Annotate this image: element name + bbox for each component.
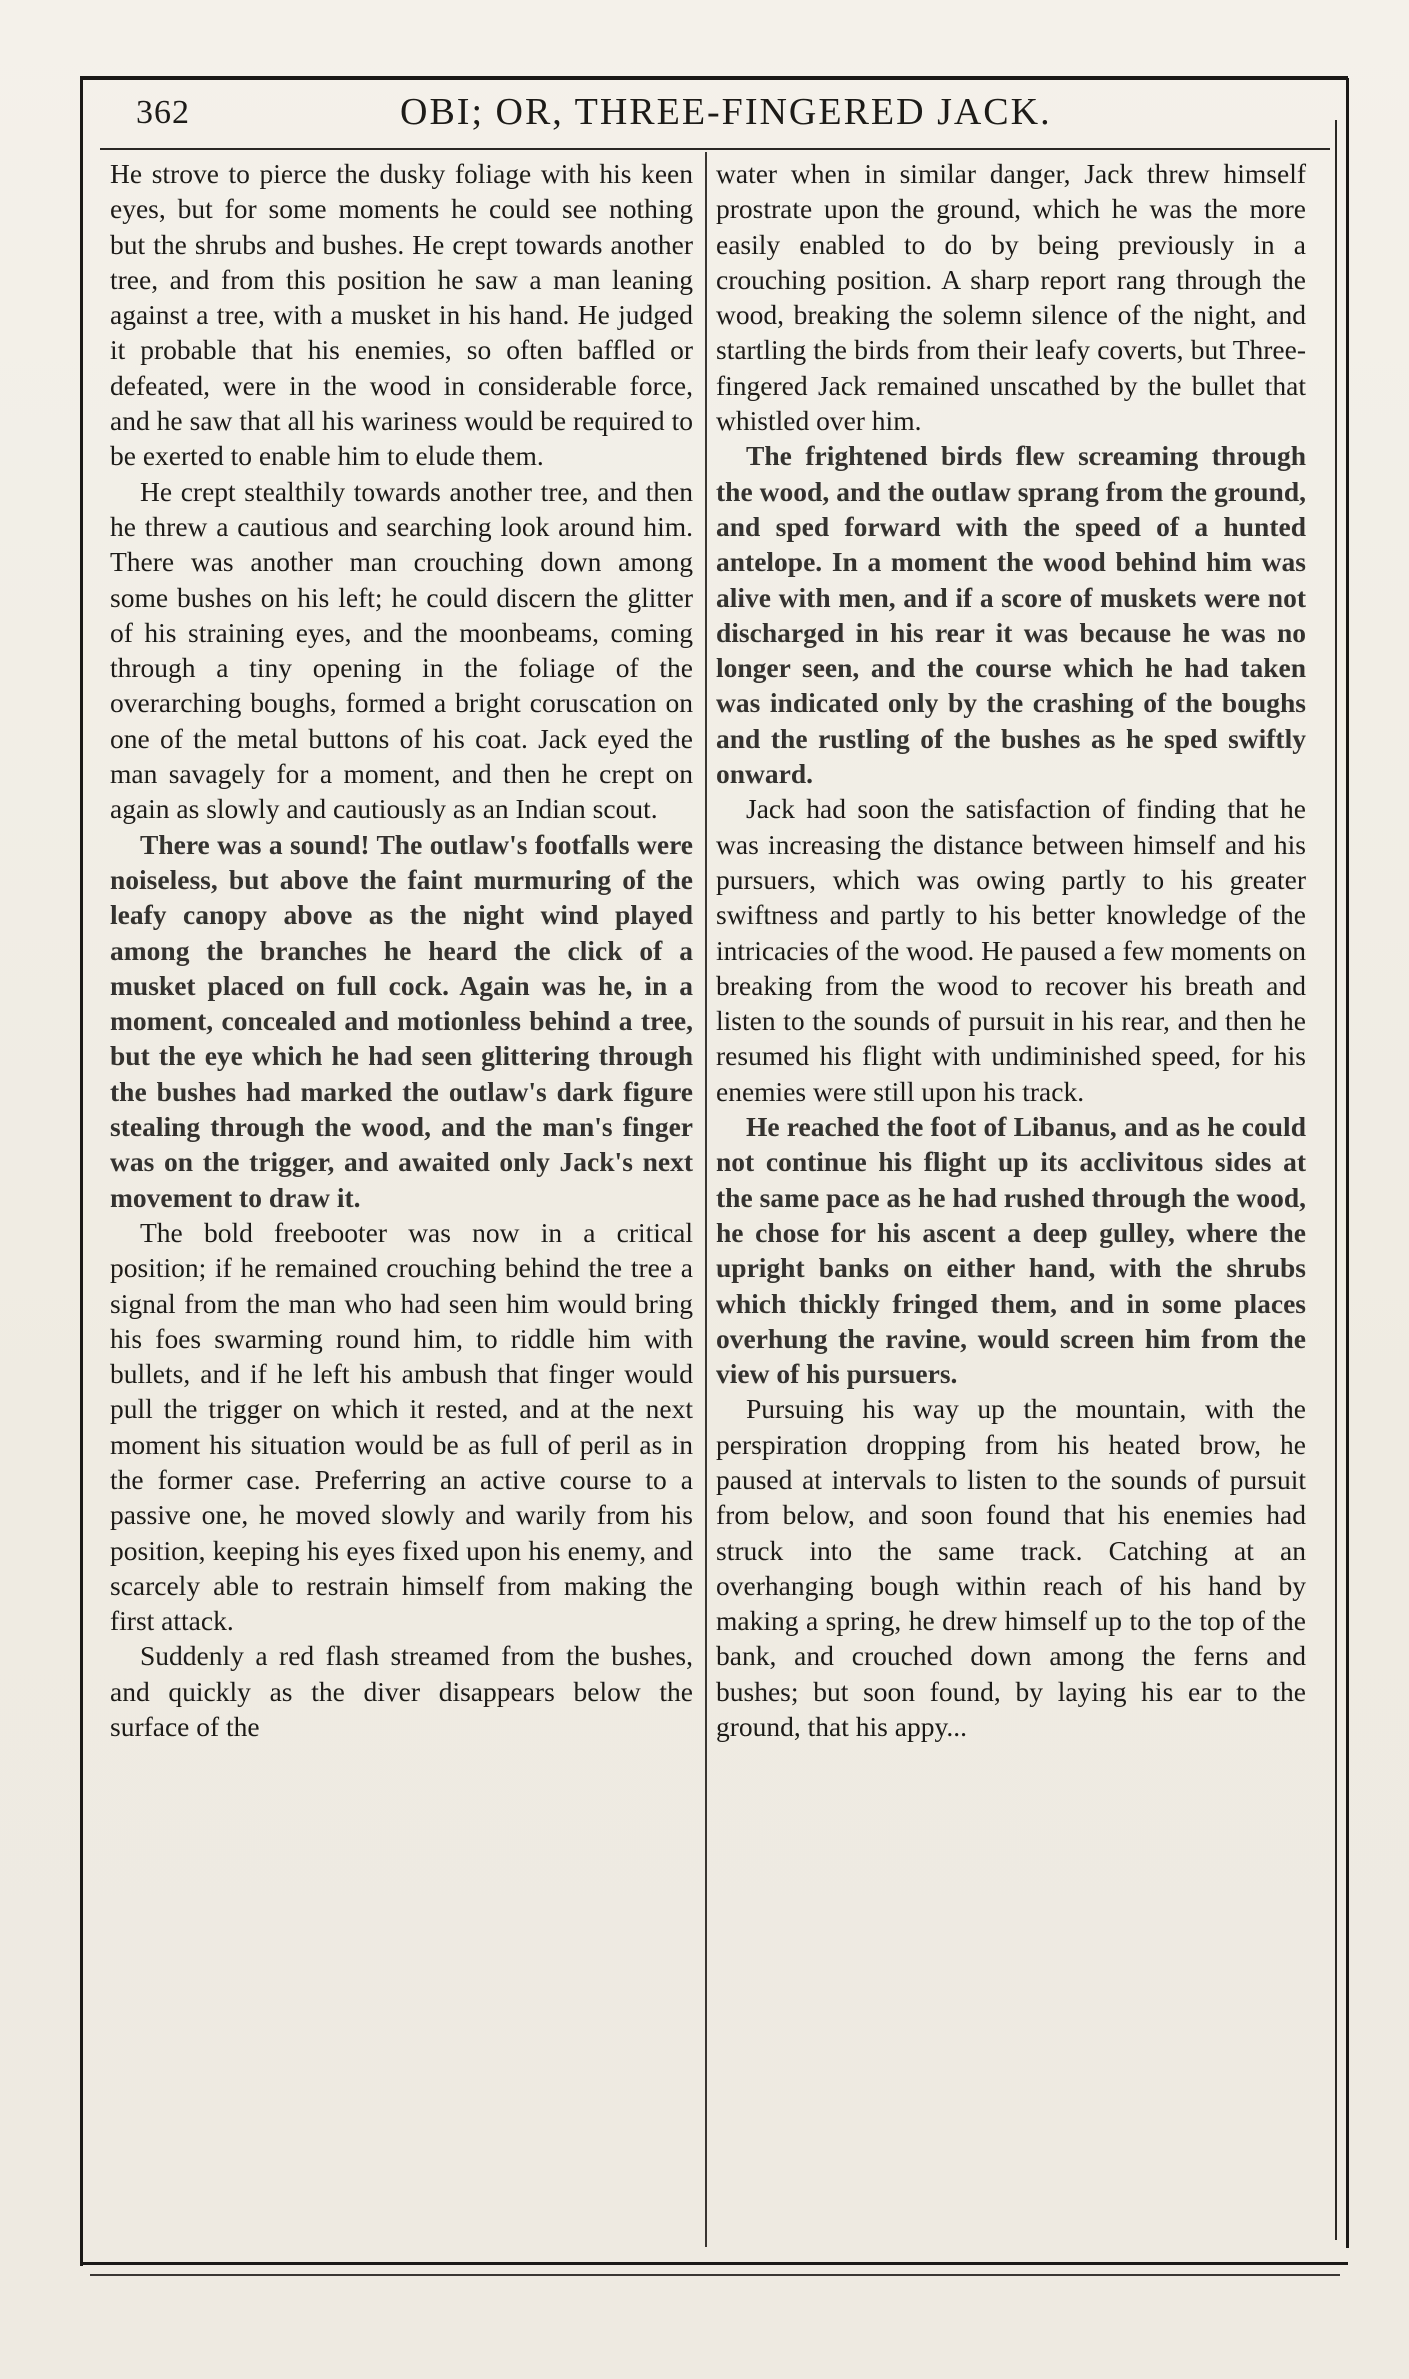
bottom-inner-rule (90, 2274, 1340, 2276)
paragraph: water when in similar danger, Jack threw himself prostrate upon the ground, which he was the more easily enabled to do by being previously in a crouching position. A sharp report rang through the wood, breaking the solemn silence of the night, and startling the birds from their leafy coverts, but Three-fingered Jack remained unscathed by the bullet that whistled over him. (716, 158, 1306, 437)
paragraph: The frightened birds flew screaming through the wood, and the outlaw sprang from the ground, and sped forward with the speed of a hunted antelope. In a moment the wood behind him was alive with men, and if a score of muskets were not discharged in his rear it was because he was no longer seen, and the course which he had taken was indicated only by the crashing of the boughs and the rustling of the bushes as he sped swiftly onward. (716, 440, 1306, 790)
bottom-border-rule (80, 2262, 1348, 2265)
header-rule (100, 148, 1330, 150)
paragraph: Suddenly a red flash streamed from the bushes, and quickly as the diver disappears below the surface of the (110, 1640, 693, 1743)
running-title: OBI; OR, THREE-FINGERED JACK. (400, 91, 1052, 133)
paragraph: He crept stealthily towards another tree, and then he threw a cautious and searching look around him. There was another man crouching down among some bushes on his left; he could discern the glitter of his straining eyes, and the moonbeams, coming through a tiny opening in the foliage of the overarching boughs, formed a bright coruscation on one of the metal buttons of his coat. Jack eyed the man savagely for a moment, and then he crept on again as slowly and cautiously as an Indian scout. (110, 475, 693, 825)
top-border-rule (80, 76, 1348, 80)
paragraph: Pursuing his way up the mountain, with the perspiration dropping from his heated brow, he paused at intervals to listen to the sounds of pursuit from below, and soon found that his enemies had struck into the same track. Catching at an overhanging bough within reach of his hand by making a spring, he drew himself up to the top of the bank, and crouched down among the ferns and bushes; but soon found, by laying his ear to the ground, that his appy... (716, 1393, 1306, 1743)
paragraph: Jack had soon the satisfaction of finding that he was increasing the distance between himself and his pursuers, which was owing partly to his greater swiftness and partly to his better knowledge of the intricacies of the wood. He paused a few moments on breaking from the wood to recover his breath and listen to the sounds of pursuit in his rear, and then he resumed his flight with undiminished speed, for his enemies were still upon his track. (716, 793, 1306, 1107)
left-text-column (110, 156, 693, 1744)
page-header (100, 88, 1330, 148)
column-divider (705, 152, 707, 2247)
paragraph: The bold freebooter was now in a critical position; if he remained crouching behind the tree a signal from the man who had seen him would bring his foes swarming round him, to riddle him with bullets, and if he left his ambush that finger would pull the trigger on which it rested, and at the next moment his situation would be as full of peril as in the former case. Preferring an active course to a passive one, he moved slowly and warily from his position, keeping his eyes fixed upon his enemy, and scarcely able to restrain himself from making the first attack. (110, 1216, 693, 1637)
paragraph: He strove to pierce the dusky foliage with his keen eyes, but for some moments he could see nothing but the shrubs and bushes. He crept towards another tree, and from this position he saw a man leaning against a tree, with a musket in his hand. He judged it probable that his enemies, so often baffled or defeated, were in the wood in considerable force, and he saw that all his wariness would be required to be exerted to enable him to elude them. (110, 158, 693, 472)
right-inner-rule (1335, 120, 1337, 2240)
page-number: 362 (136, 94, 190, 131)
paragraph: There was a sound! The outlaw's footfalls were noiseless, but above the faint murmuring of the leafy canopy above as the night wind played among the branches he heard the click of a musket placed on full cock. Again was he, in a moment, concealed and motionless behind a tree, but the eye which he had seen glittering through the bushes had marked the outlaw's dark figure stealing through the wood, and the man's finger was on the trigger, and awaited only Jack's next movement to draw it. (110, 828, 693, 1213)
left-border-rule (80, 76, 83, 2266)
right-border-rule (1346, 78, 1349, 2248)
paragraph: He reached the foot of Libanus, and as he could not continue his flight up its acclivitous sides at the same pace as he had rushed through the wood, he chose for his ascent a deep gulley, where the upright banks on either hand, with the shrubs which thickly fringed them, and in some places overhung the ravine, would screen him from the view of his pursuers. (716, 1111, 1306, 1390)
right-text-column (716, 156, 1306, 1744)
